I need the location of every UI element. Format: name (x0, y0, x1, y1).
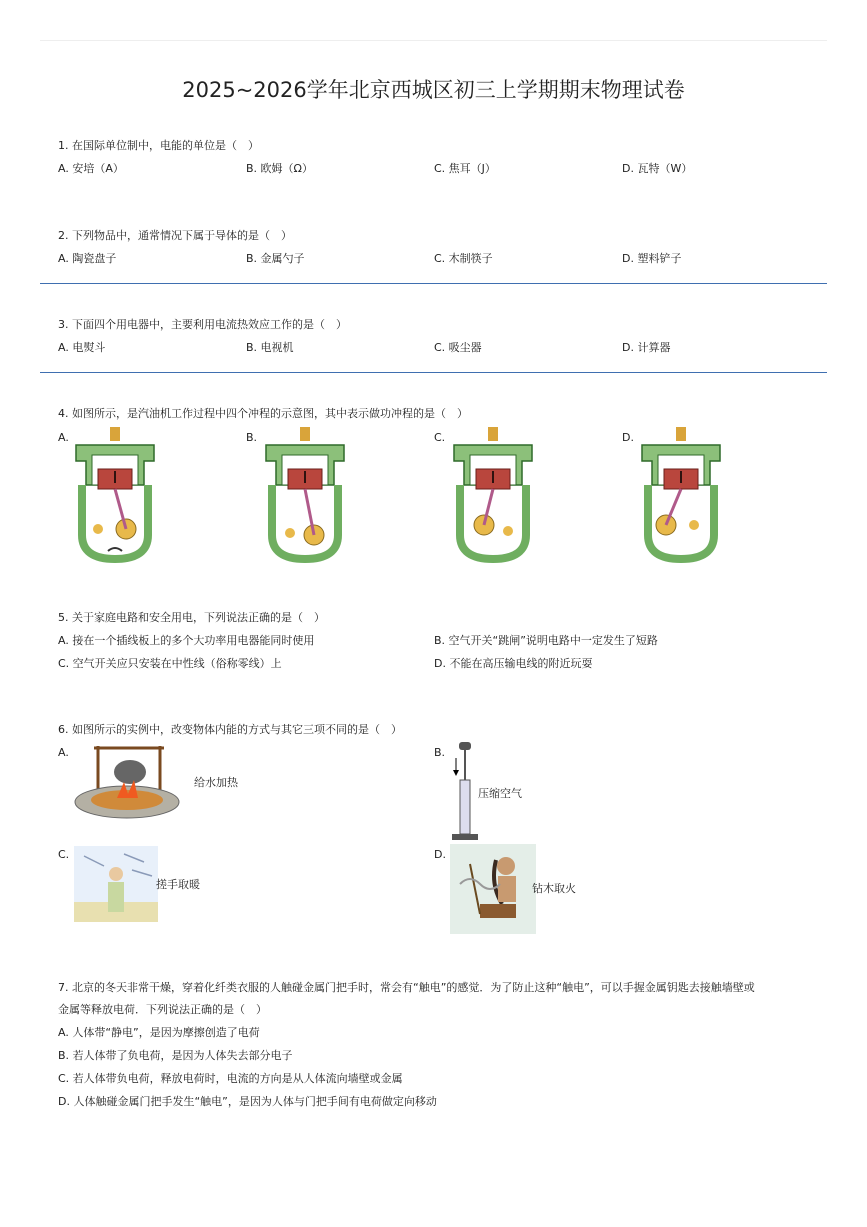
question-3-stem: 3. 下面四个用电器中，主要利用电流热效应工作的是（ ） (58, 318, 347, 331)
caption-compressing-air: 压缩空气 (478, 787, 522, 800)
divider-1 (40, 283, 827, 284)
caption-heating-water: 给水加热 (194, 776, 238, 789)
question-1-stem: 1. 在国际单位制中，电能的单位是（ ） (58, 139, 259, 152)
q3-option-b[interactable]: B. 电视机 (246, 341, 294, 354)
top-rule (40, 40, 827, 41)
drilling-wood-fire-image (450, 844, 536, 934)
air-compression-image (448, 740, 478, 842)
q6-option-b[interactable]: B. (434, 746, 446, 759)
q1-option-c[interactable]: C. 焦耳（J） (434, 162, 496, 175)
q3-option-a[interactable]: A. 电熨斗 (58, 341, 106, 354)
engine-stroke-d-image (638, 425, 724, 563)
page-title: 2025~2026学年北京西城区初三上学期期末物理试卷 (182, 78, 685, 102)
engine-stroke-c-image (450, 425, 536, 563)
q7-option-d[interactable]: D. 人体触碰金属门把手发生“触电”，是因为人体与门把手间有电荷做定向移动 (58, 1095, 437, 1108)
divider-2 (40, 372, 827, 373)
q6-option-c[interactable]: C. (58, 848, 70, 861)
question-2-stem: 2. 下列物品中，通常情况下属于导体的是（ ） (58, 229, 292, 242)
q7-option-b[interactable]: B. 若人体带了负电荷，是因为人体失去部分电子 (58, 1049, 293, 1062)
q2-option-b[interactable]: B. 金属勺子 (246, 252, 305, 265)
question-7-stem-line1: 7. 北京的冬天非常干燥，穿着化纤类衣服的人触碰金属门把手时，常会有“触电”的感觉．为了防止这种“触电”，可以手握金属钥匙去接触墙壁或 (58, 981, 755, 994)
boiling-water-image (72, 742, 182, 822)
q6-option-a[interactable]: A. (58, 746, 69, 759)
q7-option-a[interactable]: A. 人体带“静电”，是因为摩擦创造了电荷 (58, 1026, 260, 1039)
q5-option-a[interactable]: A. 接在一个插线板上的多个大功率用电器能同时使用 (58, 634, 315, 647)
caption-rubbing-hands: 搓手取暖 (156, 878, 200, 891)
question-7-stem-line2: 金属等释放电荷．下列说法正确的是（ ） (58, 1003, 267, 1016)
rubbing-hands-image (74, 846, 158, 922)
q2-option-a[interactable]: A. 陶瓷盘子 (58, 252, 117, 265)
q4-option-b[interactable]: B. (246, 431, 258, 444)
q3-option-c[interactable]: C. 吸尘器 (434, 341, 482, 354)
q5-option-c[interactable]: C. 空气开关应只安装在中性线（俗称零线）上 (58, 657, 282, 670)
q6-option-d[interactable]: D. (434, 848, 446, 861)
q1-option-d[interactable]: D. 瓦特（W） (622, 162, 693, 175)
q4-option-c[interactable]: C. (434, 431, 446, 444)
caption-drilling-wood: 钻木取火 (532, 882, 576, 895)
q4-option-a[interactable]: A. (58, 431, 69, 444)
q2-option-d[interactable]: D. 塑料铲子 (622, 252, 682, 265)
engine-stroke-b-image (262, 425, 348, 563)
q2-option-c[interactable]: C. 木制筷子 (434, 252, 493, 265)
q5-option-d[interactable]: D. 不能在高压输电线的附近玩耍 (434, 657, 593, 670)
question-5-stem: 5. 关于家庭电路和安全用电，下列说法正确的是（ ） (58, 611, 325, 624)
question-6-stem: 6. 如图所示的实例中，改变物体内能的方式与其它三项不同的是（ ） (58, 723, 402, 736)
question-4-stem: 4. 如图所示，是汽油机工作过程中四个冲程的示意图，其中表示做功冲程的是（ ） (58, 407, 468, 420)
q3-option-d[interactable]: D. 计算器 (622, 341, 671, 354)
q1-option-b[interactable]: B. 欧姆（Ω） (246, 162, 313, 175)
q7-option-c[interactable]: C. 若人体带负电荷，释放电荷时，电流的方向是从人体流向墙壁或金属 (58, 1072, 403, 1085)
engine-stroke-a-image (72, 425, 158, 563)
q5-option-b[interactable]: B. 空气开关“跳闸”说明电路中一定发生了短路 (434, 634, 658, 647)
q1-option-a[interactable]: A. 安培（A） (58, 162, 124, 175)
q4-option-d[interactable]: D. (622, 431, 634, 444)
